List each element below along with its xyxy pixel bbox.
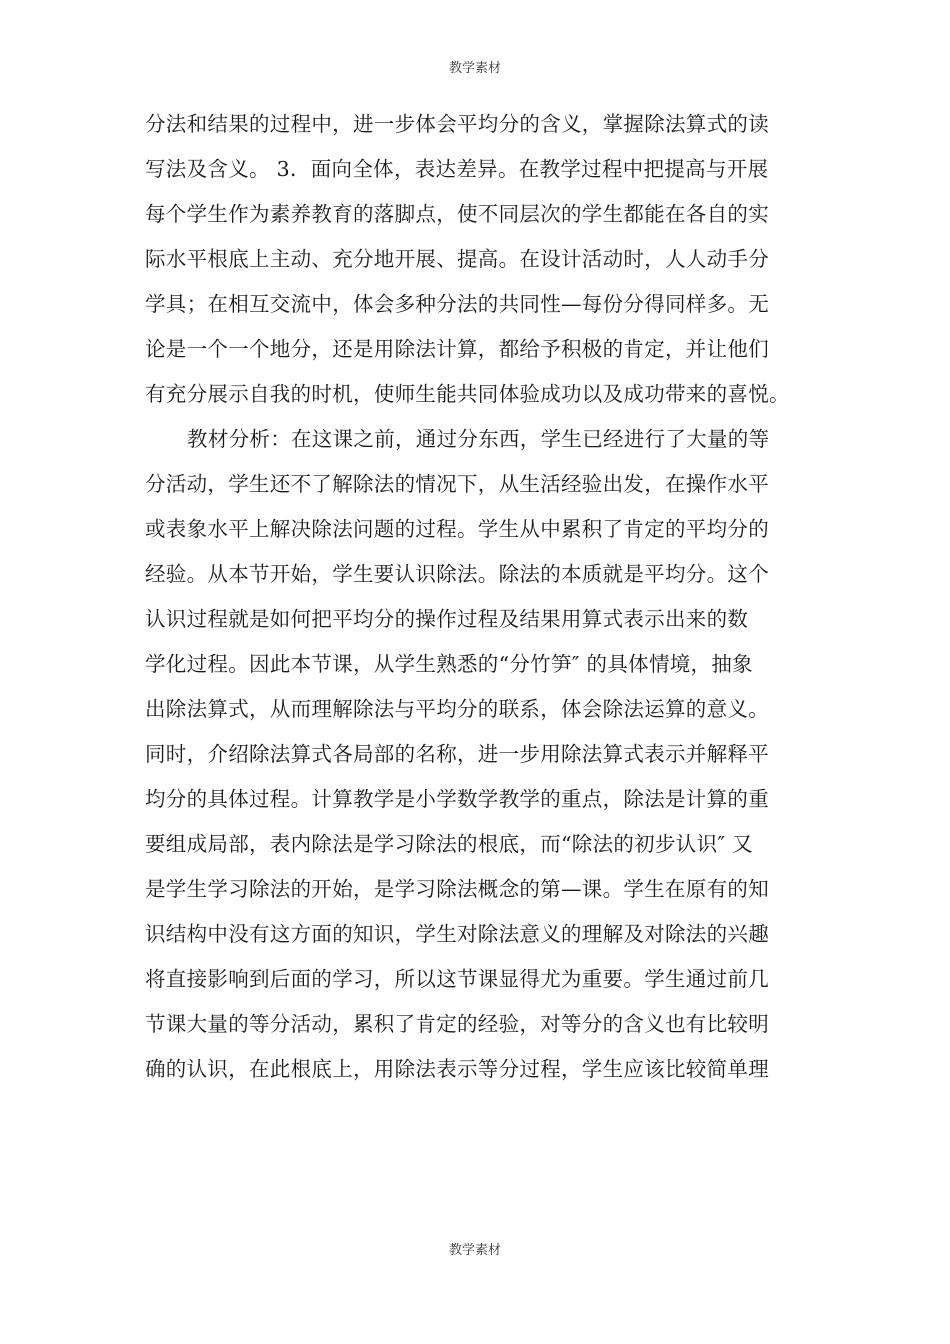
text-line: 识结构中没有这方面的知识，学生对除法意义的理解及对除法的兴趣 [145,922,769,946]
page-header: 教学素材 [448,61,501,76]
text-line: 论是一个一个地分，还是用除法计算，都给予积极的肯定，并让他们 [145,337,769,361]
text-line: 认识过程就是如何把平均分的操作过程及结果用算式表示出来的数 [145,607,749,631]
text-line: 要组成局部，表内除法是学习除法的根底，而“除法的初步认识″ 又 [145,832,753,856]
text-line: 出除法算式，从而理解除法与平均分的联系，体会除法运算的意义。 [145,697,769,721]
paragraph-start-line: 教材分析：在这课之前，通过分东西，学生已经进行了大量的等 [187,427,770,451]
text-line: 将直接影响到后面的学习，所以这节课显得尤为重要。学生通过前几 [145,967,769,991]
text-line: 是学生学习除法的开始，是学习除法概念的第—课。学生在原有的知 [145,877,769,901]
text-line: 同时，介绍除法算式各局部的名称，进一步用除法算式表示并解释平 [145,742,769,766]
text-line: 或表象水平上解决除法问题的过程。学生从中累积了肯定的平均分的 [145,517,769,541]
text-line: 分法和结果的过程中，进一步体会平均分的含义，掌握除法算式的读 [145,112,769,136]
text-line: 节课大量的等分活动，累积了肯定的经验，对等分的含义也有比较明 [145,1012,769,1036]
text-line: 确的认识，在此根底上，用除法表示等分过程，学生应该比较简单理 [145,1057,769,1081]
text-line: 际水平根底上主动、充分地开展、提高。在设计活动时，人人动手分 [145,247,769,271]
text-line: 有充分展示自我的时机，使师生能共同体验成功以及成功带来的喜悦。 [145,382,790,406]
body-text [145,102,820,1092]
text-line: 学化过程。因此本节课，从学生熟悉的“分竹笋″ 的具体情境，抽象 [145,652,753,676]
text-line: 写法及含义。 3．面向全体，表达差异。在教学过程中把提高与开展 [145,157,769,181]
text-line: 每个学生作为素养教育的落脚点，使不同层次的学生都能在各自的实 [145,202,769,226]
text-line: 均分的具体过程。计算教学是小学数学教学的重点，除法是计算的重 [145,787,769,811]
page-footer: 教学素材 [448,1243,501,1258]
text-line: 学具；在相互交流中，体会多种分法的共同性—每份分得同样多。无 [145,292,769,316]
text-line: 经验。从本节开始，学生要认识除法。除法的本质就是平均分。这个 [145,562,769,586]
text-line: 分活动，学生还不了解除法的情况下，从生活经验出发，在操作水平 [145,472,769,496]
